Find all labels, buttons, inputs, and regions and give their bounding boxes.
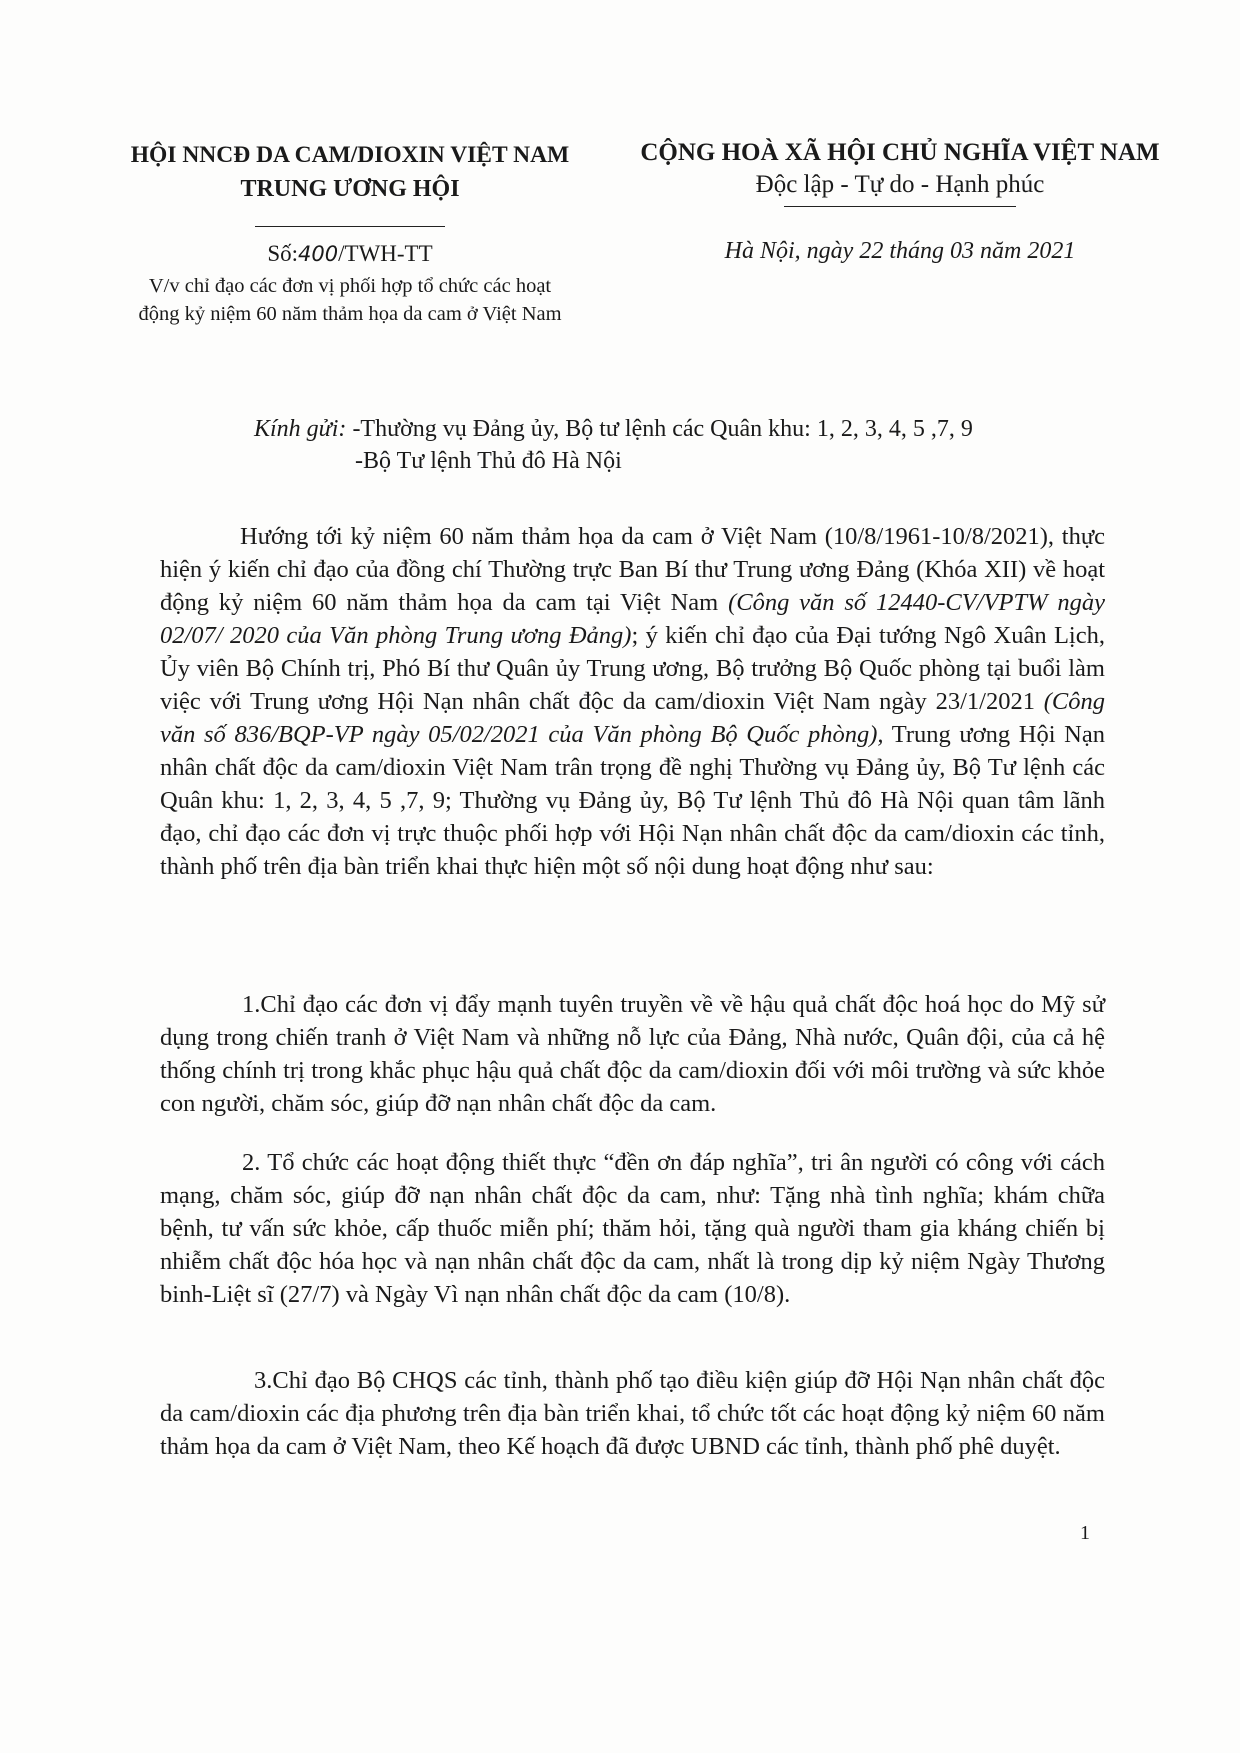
item-2: 2. Tổ chức các hoạt động thiết thực “đền ơn đáp nghĩa”, tri ân người có công với cách mạng, chăm sóc, giúp đỡ nạn nhân chất độc da cam, như: Tặng nhà tình nghĩa; khám chữa bệnh, tư vấn sức khỏe, cấp thuốc miễn phí; thăm hỏi, tặng quà người tham gia kháng chiến bị nhiễm chất độc hóa học và nạn nhân chất độc da cam, nhất là trong dịp kỷ niệm Ngày Thương binh-Liệt sĩ (27/7) và Ngày Vì nạn nhân chất độc da cam (10/8).: [160, 1149, 1105, 1308]
motto-underline: [784, 206, 1016, 207]
doc-number-handwritten: 400: [298, 242, 339, 266]
intro-text: Trung ương Hội Nạn nhân chất độc da cam/dioxin Việt Nam trân trọng đề nghị Thường vụ Đảng ủy, Bộ Tư lệnh các Quân khu: 1, 2, 3, 4, 5 ,7, 9; Thường vụ Đảng ủy, Bộ Tư lệnh Thủ đô Hà Nội quan tâm lãnh đạo, chỉ đạo các đơn vị trực thuộc phối hợp với Hội Nạn nhân chất độc da cam/dioxin các tỉnh, thành phố trên địa bàn triển khai thực hiện một số nội dung hoạt động như sau:: [160, 721, 1106, 880]
item-1: 1.Chỉ đạo các đơn vị đẩy mạnh tuyên truyền về về hậu quả chất độc hoá học do Mỹ sử dụng trong chiến tranh ở Việt Nam và những nỗ lực của Đảng, Nhà nước, Quân đội, của cả hệ thống chính trị trong khắc phục hậu quả chất độc da cam/dioxin đối với môi trường và sức khỏe con người, chăm sóc, giúp đỡ nạn nhân chất độc da cam.: [160, 991, 1105, 1117]
issuer-header: [80, 138, 620, 227]
national-title: CỘNG HOÀ XÃ HỘI CHỦ NGHĨA VIỆT NAM: [640, 139, 1160, 166]
intro-text: Hướng tới kỷ niệm 60 năm thảm họa da cam ở Việt Nam (10/8/1961-10/8/2021), thực hiện ý kiến chỉ đạo của đồng chí Thường trực Ban Bí thư Trung ương Đảng (Khóa XII) về hoạt động kỷ niệm 60 năm thảm họa da cam tại Việt Nam: [160, 523, 1105, 616]
recipient-2: -Bộ Tư lệnh Thủ đô Hà Nội: [355, 448, 622, 474]
issuer-underline: [255, 226, 445, 227]
doc-number-prefix: Số:: [267, 241, 299, 266]
issuer-name: HỘI NNCĐ DA CAM/DIOXIN VIỆT NAM: [130, 142, 570, 168]
subject-line: động kỷ niệm 60 năm thảm họa da cam ở Việt Nam: [138, 303, 562, 325]
recipient-1: -Thường vụ Đảng ủy, Bộ tư lệnh các Quân khu: 1, 2, 3, 4, 5 ,7, 9: [346, 416, 973, 442]
subject-line: V/v chỉ đạo các đơn vị phối hợp tổ chức các hoạt: [148, 275, 552, 297]
intro-citation: (Công văn số 836/BQP-VP ngày 05/02/2021 của Văn phòng Bộ Quốc phòng),: [160, 688, 1105, 748]
doc-number-suffix: /TWH-TT: [338, 241, 433, 266]
national-motto: Độc lập - Tự do - Hạnh phúc: [755, 171, 1045, 198]
intro-paragraph: [160, 520, 1105, 883]
page-number: 1: [1080, 1522, 1090, 1544]
issuer-unit: TRUNG ƯƠNG HỘI: [240, 176, 460, 202]
document-subject: [80, 272, 620, 328]
recipients-label: Kính gửi:: [254, 416, 347, 442]
item-3: 3.Chỉ đạo Bộ CHQS các tỉnh, thành phố tạo điều kiện giúp đỡ Hội Nạn nhân chất độc da cam/dioxin các địa phương trên địa bàn triển khai, tổ chức tốt các hoạt động kỷ niệm 60 năm thảm họa da cam ở Việt Nam, theo Kế hoạch đã được UBND các tỉnh, thành phố phê duyệt.: [160, 1367, 1105, 1460]
intro-text: ; ý kiến chỉ đạo của Đại tướng Ngô Xuân Lịch, Ủy viên Bộ Chính trị, Phó Bí thư Quân ủy Trung ương, Bộ trưởng Bộ Quốc phòng tại buổi làm việc với Trung ương Hội Nạn nhân chất độc da cam/dioxin Việt Nam ngày 23/1/2021: [160, 622, 1105, 715]
recipients-block: [254, 413, 1214, 477]
intro-citation: (Công văn số 12440-CV/VPTW ngày 02/07/ 2020 của Văn phòng Trung ương Đảng): [160, 589, 1105, 649]
national-header: [610, 136, 1190, 207]
document-number: [80, 240, 620, 268]
dateline: Hà Nội, ngày 22 tháng 03 năm 2021: [724, 238, 1076, 264]
